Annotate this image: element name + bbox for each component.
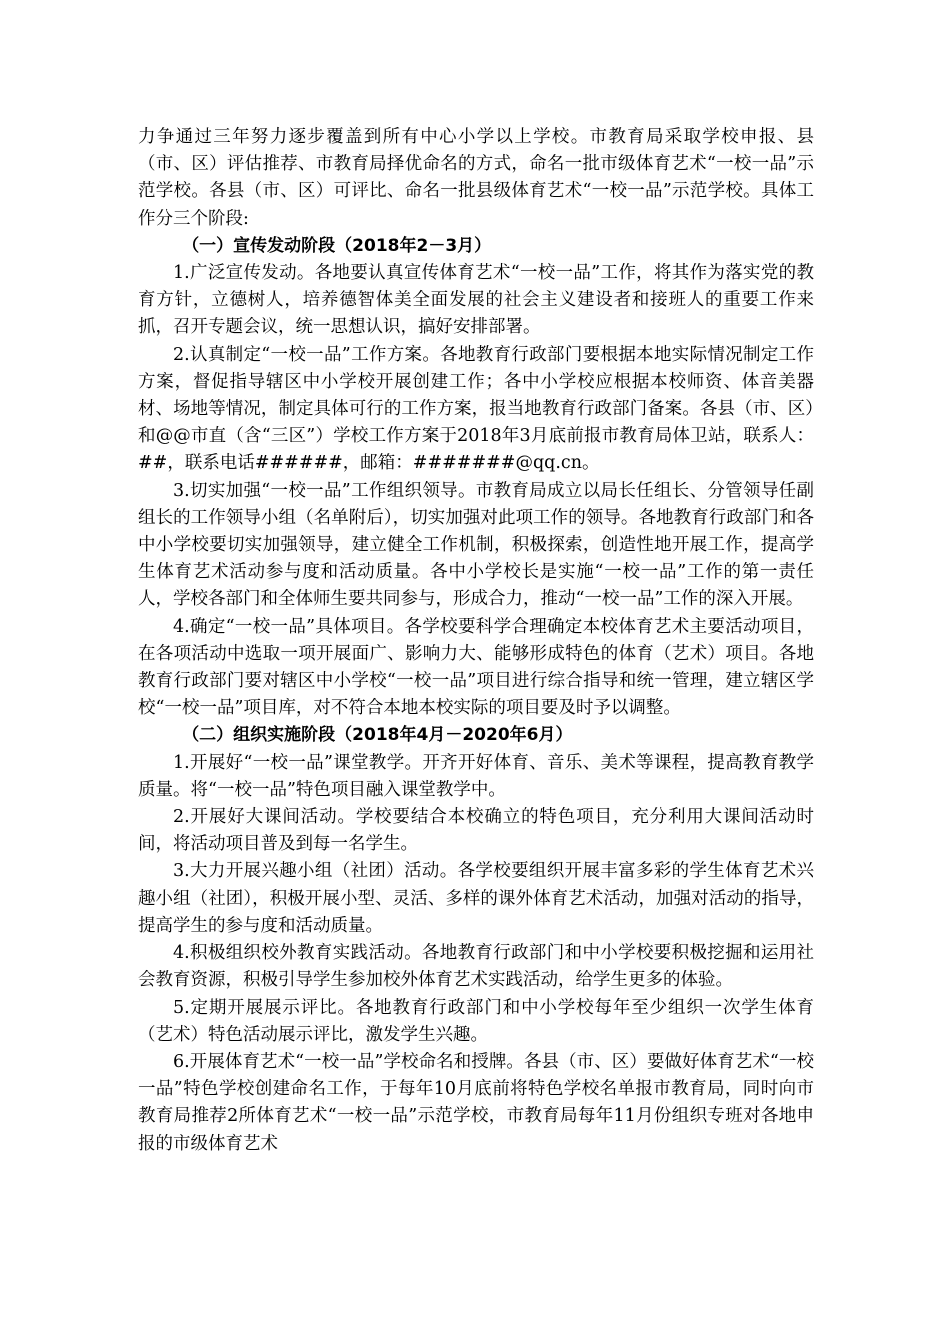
intro-paragraph: 力争通过三年努力逐步覆盖到所有中心小学以上学校。市教育局采取学校申报、县（市、区）评估推荐、市教育局择优命名的方式，命名一批市级体育艺术“一校一品”示范学校。各县（市、区）可评比、命名一批县级体育艺术“一校一品”示范学校。具体工作分三个阶段: xyxy=(138,127,814,229)
stage1-item-4: 4.确定“一校一品”具体项目。各学校要科学合理确定本校体育艺术主要活动项目，在各项活动中选取一项开展面广、影响力大、能够形成特色的体育（艺术）项目。各地教育行政部门要对辖区中小学校“一校一品”项目进行综合指导和统一管理，建立辖区学校“一校一品”项目库，对不符合本地本校实际的项目要及时予以调整。 xyxy=(138,616,814,719)
stage1-item-3: 3.切实加强“一校一品”工作组织领导。市教育局成立以局长任组长、分管领导任副组长的工作领导小组（名单附后），切实加强对此项工作的领导。各地教育行政部门和各中小学校要切实加强领导，建立健全工作机制，积极探索，创造性地开展工作，提高学生体育艺术活动参与度和活动质量。各中小学校长是实施“一校一品”工作的第一责任人，学校各部门和全体师生要共同参与，形成合力，推动“一校一品”工作的深入开展。 xyxy=(138,480,814,610)
stage2-item-1: 1.开展好“一校一品”课堂教学。开齐开好体育、音乐、美术等课程，提高教育教学质量。将“一校一品”特色项目融入课堂教学中。 xyxy=(138,752,814,800)
stage1-heading: （一）宣传发动阶段（2018年2－3月） xyxy=(182,235,492,256)
stage2-item-4: 4.积极组织校外教育实践活动。各地教育行政部门和中小学校要积极挖掘和运用社会教育资源，积极引导学生参加校外体育艺术实践活动，给学生更多的体验。 xyxy=(138,943,814,991)
document-page xyxy=(138,124,814,1158)
stage2-heading: （二）组织实施阶段（2018年4月－2020年6月） xyxy=(182,725,573,746)
stage2-item-2: 2.开展好大课间活动。学校要结合本校确立的特色项目，充分利用大课间活动时间，将活动项目普及到每一名学生。 xyxy=(138,807,814,855)
stage1-item-2: 2.认真制定“一校一品”工作方案。各地教育行政部门要根据本地实际情况制定工作方案，督促指导辖区中小学校开展创建工作；各中小学校应根据本校师资、体音美器材、场地等情况，制定具体可行的工作方案，报当地教育行政部门备案。各县（市、区）和@@市直（含“三区”）学校工作方案于2018年3月底前报市教育局体卫站，联系人：##，联系电话######，邮箱：#######@qq.cn。 xyxy=(138,344,814,474)
stage2-item-6: 6.开展体育艺术“一校一品”学校命名和授牌。各县（市、区）要做好体育艺术“一校一品”特色学校创建命名工作，于每年10月底前将特色学校名单报市教育局，同时向市教育局推荐2所体育艺术“一校一品”示范学校，市教育局每年11月份组织专班对各地申报的市级体育艺术 xyxy=(138,1051,814,1154)
stage2-item-3: 3.大力开展兴趣小组（社团）活动。各学校要组织开展丰富多彩的学生体育艺术兴趣小组（社团），积极开展小型、灵活、多样的课外体育艺术活动，加强对活动的指导，提高学生的参与度和活动质量。 xyxy=(138,861,814,936)
stage1-item-1: 1.广泛宣传发动。各地要认真宣传体育艺术“一校一品”工作，将其作为落实党的教育方针，立德树人，培养德智体美全面发展的社会主义建设者和接班人的重要工作来抓，召开专题会议，统一思想认识，搞好安排部署。 xyxy=(138,263,814,338)
stage2-item-5: 5.定期开展展示评比。各地教育行政部门和中小学校每年至少组织一次学生体育（艺术）特色活动展示评比，激发学生兴趣。 xyxy=(138,997,814,1045)
